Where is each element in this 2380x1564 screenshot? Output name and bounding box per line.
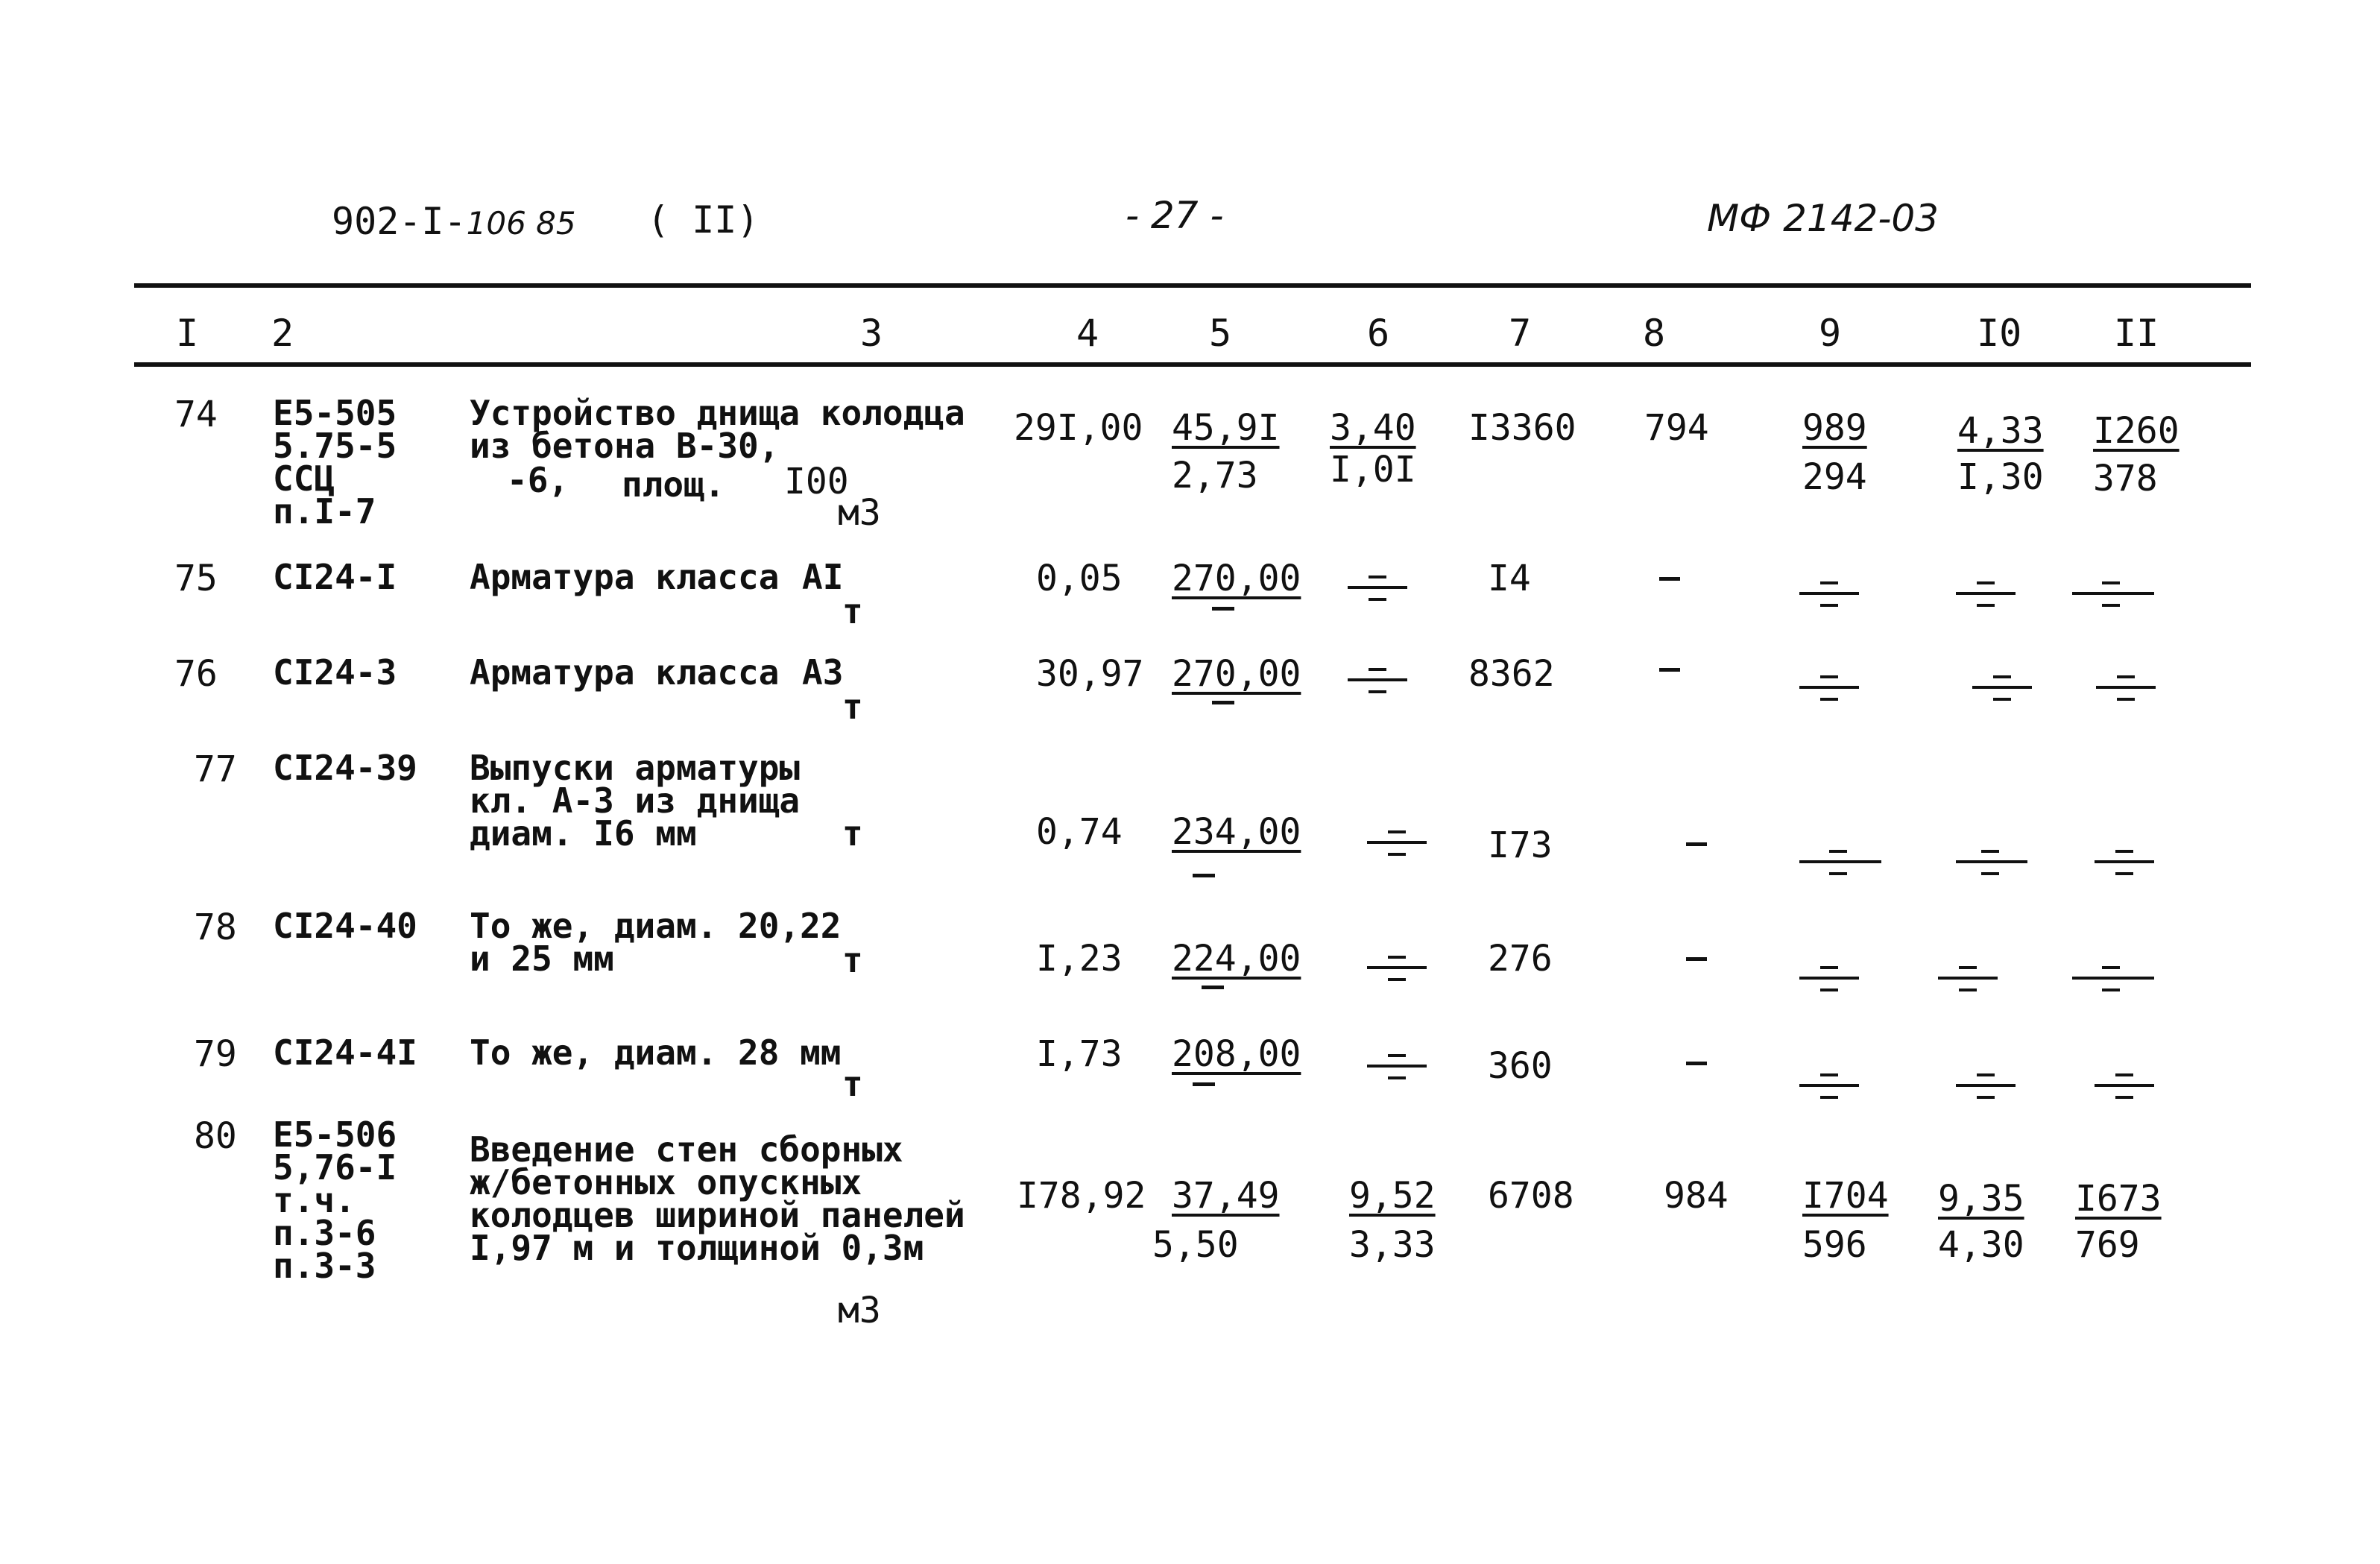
row-78-col7: 276 <box>1488 938 1553 980</box>
row-80-col5-top: 37,49 <box>1172 1175 1280 1217</box>
row-80-col8: 984 <box>1664 1175 1729 1217</box>
row-77-col5-top: 234,00 <box>1172 811 1301 853</box>
header-rule <box>134 362 2251 367</box>
row-76-col5-top: 270,00 <box>1172 653 1301 695</box>
row-76-col9-dash-fraction <box>1799 668 1859 710</box>
row-77-col4: 0,74 <box>1036 811 1123 853</box>
row-75-number: 75 <box>174 558 218 599</box>
row-79-col5-top: 208,00 <box>1172 1033 1301 1075</box>
row-76-number: 76 <box>174 653 218 695</box>
row-79-col10-dash-fraction <box>1956 1066 2016 1108</box>
row-80-col10-bottom: 4,30 <box>1938 1224 2024 1266</box>
row-75-col11-dash-fraction <box>2072 574 2154 616</box>
row-74-col6-top: 3,40 <box>1330 407 1416 449</box>
row-77-description: Выпуски арматуры кл. А-3 из днища диам. I6 мм <box>470 748 801 854</box>
row-76-col6-dash-fraction <box>1348 660 1407 702</box>
row-74-col5-top: 45,9I <box>1172 407 1280 449</box>
row-74-code: E5-505 5.75-5 ССЦ п.I-7 <box>273 393 397 532</box>
row-74-col8: 794 <box>1644 407 1709 449</box>
row-77-col10-dash-fraction <box>1956 842 2027 884</box>
row-80-col11-bottom: 769 <box>2075 1224 2140 1266</box>
col-header-3: 3 <box>860 312 883 355</box>
row-80-col11-top: I673 <box>2075 1178 2162 1220</box>
row-76-code: CI24-3 <box>273 652 397 693</box>
row-74-col11-bottom: 378 <box>2093 458 2158 499</box>
row-80-col5-bottom: 5,50 <box>1152 1224 1239 1266</box>
row-74-quantity-label: I00 <box>784 461 849 502</box>
row-74-col7: I3360 <box>1468 407 1576 449</box>
row-74-col9-bottom: 294 <box>1802 456 1867 498</box>
row-78-col6-dash-fraction <box>1367 948 1427 990</box>
row-79-col5-bottom-dash <box>1193 1082 1215 1086</box>
row-77-col5-bottom-dash <box>1193 874 1215 877</box>
row-77-col8 <box>1686 842 1707 846</box>
row-76-col11-dash-fraction <box>2096 668 2156 710</box>
col-header-9: 9 <box>1819 312 1842 355</box>
row-80-number: 80 <box>194 1115 237 1157</box>
row-77-col11-dash-fraction <box>2095 842 2154 884</box>
row-77-code: CI24-39 <box>273 748 417 788</box>
row-76-col5-bottom-dash <box>1212 701 1234 704</box>
row-78-col11-dash-fraction <box>2072 959 2154 1000</box>
row-80-col10-top: 9,35 <box>1938 1178 2024 1220</box>
row-75-col4: 0,05 <box>1036 558 1123 599</box>
part-number: ( II) <box>647 198 760 242</box>
mf-code: МФ 2142-03 <box>1707 197 1939 240</box>
top-rule <box>134 283 2251 288</box>
row-74-unit: м3 <box>838 492 881 534</box>
row-80-col4: I78,92 <box>1017 1175 1146 1217</box>
row-75-col10-dash-fraction <box>1956 574 2016 616</box>
row-77-col6-dash-fraction <box>1367 823 1427 865</box>
row-75-code: CI24-I <box>273 557 397 597</box>
row-78-number: 78 <box>194 906 237 948</box>
row-75-col8 <box>1659 577 1680 581</box>
row-79-col4: I,73 <box>1036 1033 1123 1075</box>
row-78-col5-bottom-dash <box>1202 986 1224 989</box>
col-header-4: 4 <box>1076 312 1099 355</box>
row-74-col5-bottom: 2,73 <box>1172 455 1258 496</box>
row-74-col11-top: I260 <box>2093 410 2179 452</box>
col-header-7: 7 <box>1509 312 1532 355</box>
row-78-col8 <box>1686 957 1707 961</box>
row-76-col4: 30,97 <box>1036 653 1144 695</box>
page-number: - 27 - <box>1126 194 1224 237</box>
row-75-description: Арматура класса <box>470 557 780 597</box>
doc-code: 902-I-106 85 <box>332 200 576 243</box>
row-76-unit: т <box>842 687 863 727</box>
row-78-col10-dash-fraction <box>1938 959 1998 1000</box>
row-74-col10-top: 4,33 <box>1957 410 2044 452</box>
col-header-10: I0 <box>1977 312 2022 355</box>
row-79-description: То же, диам. 28 мм <box>470 1032 842 1073</box>
row-79-col11-dash-fraction <box>2095 1066 2154 1108</box>
row-77-col7: I73 <box>1488 824 1553 866</box>
row-77-unit: т <box>842 813 863 854</box>
row-74-number: 74 <box>174 394 218 435</box>
row-78-col4: I,23 <box>1036 938 1123 980</box>
col-header-5: 5 <box>1209 312 1232 355</box>
row-80-code: E5-506 5,76-I т.ч. п.3-6 п.3-3 <box>273 1114 397 1286</box>
row-77-col9-dash-fraction <box>1799 842 1881 884</box>
row-76-desc-class: A3 <box>802 652 844 693</box>
row-77-number: 77 <box>194 748 237 790</box>
row-79-number: 79 <box>194 1033 237 1075</box>
row-75-col7: I4 <box>1488 558 1531 599</box>
row-79-col9-dash-fraction <box>1799 1066 1859 1108</box>
row-74-desc-area: площ. <box>622 464 725 505</box>
row-76-col7: 8362 <box>1468 653 1555 695</box>
row-76-col8 <box>1659 668 1680 672</box>
row-75-desc-class: AI <box>802 557 844 597</box>
row-75-col6-dash-fraction <box>1348 568 1407 610</box>
row-75-unit: т <box>842 591 863 631</box>
row-74-description: Устройство днища колодца из бетона В-30, <box>470 393 965 466</box>
row-80-col6-bottom: 3,33 <box>1349 1224 1436 1266</box>
row-74-col10-bottom: I,30 <box>1957 456 2044 498</box>
row-76-description: Арматура класса <box>470 652 780 693</box>
row-74-col4: 29I,00 <box>1014 407 1143 449</box>
row-78-col9-dash-fraction <box>1799 959 1859 1000</box>
row-74-desc-grade: -6, <box>507 460 569 500</box>
row-80-col7: 6708 <box>1488 1175 1574 1217</box>
row-80-col9-top: I704 <box>1802 1175 1889 1217</box>
row-75-col9-dash-fraction <box>1799 574 1859 616</box>
row-79-col7: 360 <box>1488 1045 1553 1087</box>
row-80-col9-bottom: 596 <box>1802 1224 1867 1266</box>
row-79-code: CI24-4I <box>273 1032 417 1073</box>
row-74-col9-top: 989 <box>1802 407 1867 449</box>
row-75-col5-bottom-dash <box>1212 607 1234 611</box>
col-header-11: II <box>2114 312 2159 355</box>
row-80-col6-top: 9,52 <box>1349 1175 1436 1217</box>
row-75-col5-top: 270,00 <box>1172 558 1301 599</box>
row-79-unit: т <box>842 1064 863 1104</box>
row-80-description: Введение стен сборных ж/бетонных опускных колодцев шириной панелей I,97 м и толщиной 0,3м <box>470 1129 965 1268</box>
row-78-col5-top: 224,00 <box>1172 938 1301 980</box>
row-74-col6-bottom: I,0I <box>1330 449 1416 491</box>
row-76-col10-dash-fraction <box>1972 668 2032 710</box>
row-79-col6-dash-fraction <box>1367 1047 1427 1088</box>
row-78-unit: т <box>842 940 863 980</box>
col-header-1: I <box>176 312 199 355</box>
col-header-8: 8 <box>1643 312 1666 355</box>
col-header-6: 6 <box>1367 312 1390 355</box>
row-78-description: То же, диам. 20,22 и 25 мм <box>470 906 842 979</box>
col-header-2: 2 <box>271 312 294 355</box>
row-79-col8 <box>1686 1062 1707 1065</box>
row-80-unit: м3 <box>838 1290 881 1331</box>
row-78-code: CI24-40 <box>273 906 417 946</box>
